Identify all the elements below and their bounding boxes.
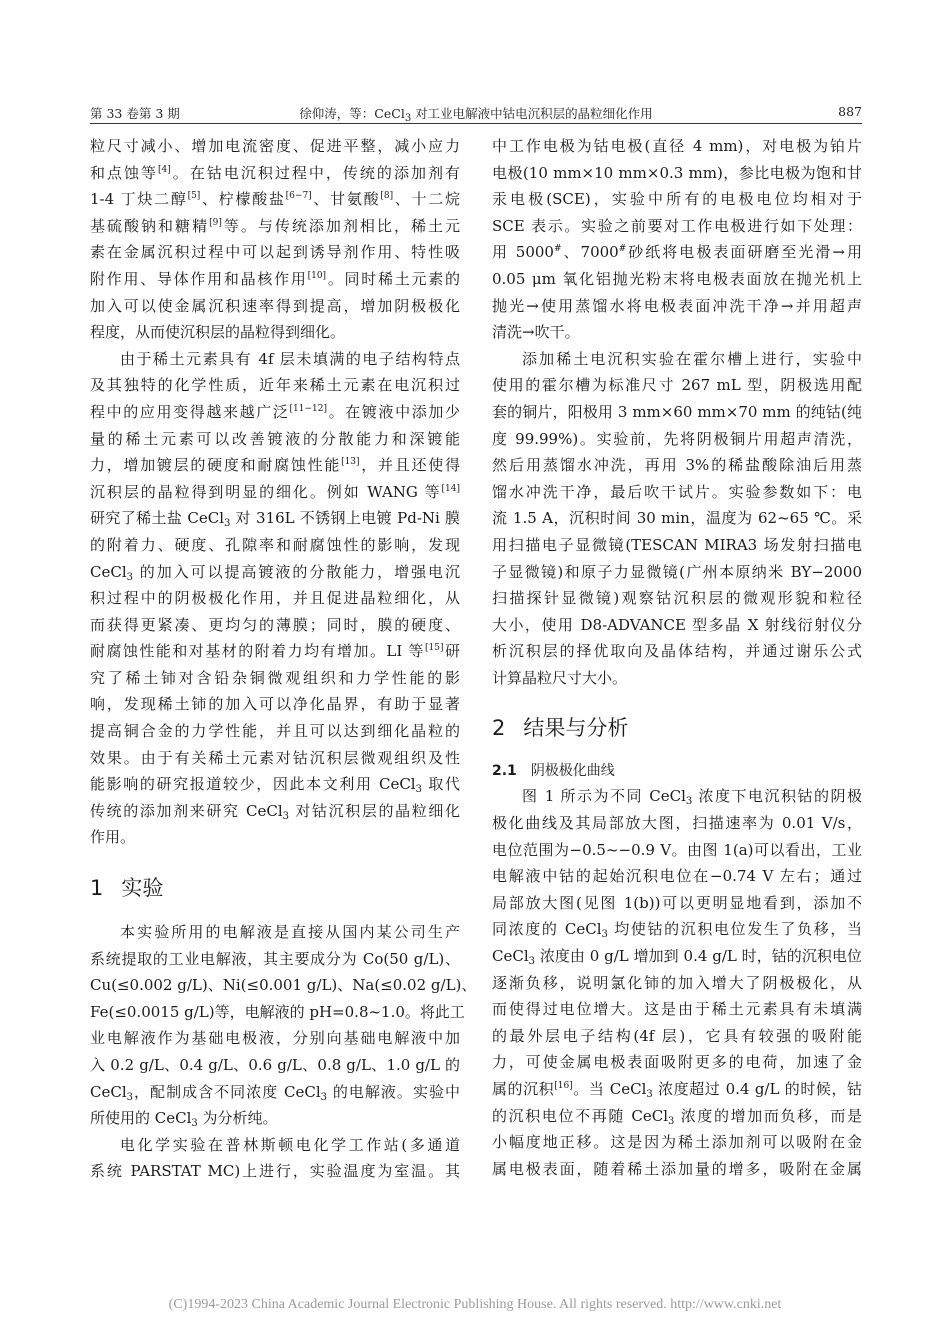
text-line: 而获得更紧凑、更均匀的薄膜；同时，膜的硬度、 [90,615,460,634]
text-line: 同浓度的 CeCl$_3$ 均使钴的沉积电位发生了负移，当 [492,920,862,941]
text-line: 套的铜片，阳极用 3 mm×60 mm×70 mm 的纯钴(纯 [492,402,862,421]
text-line: 耐腐蚀性能和对基材的附着力均有增加。LI 等[15]研 [90,642,460,661]
subsection-2-1-number: 2.1 [492,763,517,780]
text-line: 度 99.99%)。实验前，先将阴极铜片用超声清洗， [492,429,862,448]
text-line: 属的沉积[16]。当 CeCl$_3$ 浓度超过 0.4 g/L 的时候，钴 [492,1080,862,1100]
text-line: 属电极表面，随着稀土添加量的增多，吸附在金属 [492,1159,862,1178]
text-line: 系统 PARSTAT MC)上进行，实验温度为室温。其 [90,1162,460,1181]
text-line: 传统的添加剂来研究 CeCl$_3$ 对钴沉积层的晶粒细化 [90,801,460,822]
text-line: 入 0.2 g/L、0.4 g/L、0.6 g/L、0.8 g/L、1.0 g/L 的 [90,1056,460,1074]
text-line: 本实验所用的电解液是直接从国内某公司生产 [120,923,460,942]
copyright-footer: (C)1994-2023 China Academic Journal Electronic Publishing House. All rights reserved. http://www.cnki.net [168,1297,782,1312]
text-line: 清洗→吹干。 [492,323,580,342]
text-line: 附作用、导体作用和晶核作用[10]。同时稀土元素的 [90,269,460,288]
section-1-heading [90,873,460,903]
right-column [492,133,862,1182]
text-line: 究了稀土铈对含铅杂铜微观组织和力学性能的影 [90,668,460,687]
text-line: 电极(10 mm×10 mm×0.3 mm)，参比电极为饱和甘 [492,163,862,182]
text-line: CeCl$_3$，配制成含不同浓度 CeCl$_3$ 的电解液。实验中 [90,1082,460,1103]
text-line: 扫描探针显微镜)观察钴沉积层的微观形貌和粒径 [492,589,862,608]
text-line: 用 5000#、7000#砂纸将电极表面研磨至光滑→用 [492,243,862,262]
text-line: 的最外层电子结构(4f 层)，它具有较强的吸附能 [492,1026,862,1045]
text-line: 极化曲线及其局部放大图，扫描速率为 0.01 V/s， [492,814,862,833]
text-line: 计算晶粒尺寸大小。 [492,668,628,687]
text-line: 电解液中钴的起始沉积电位在−0.74 V 左右；通过 [492,867,862,886]
text-line: Fe(≤0.0015 g/L)等，电解液的 pH=0.8~1.0。将此工 [90,1002,465,1021]
section-2-heading [492,713,862,743]
volume-issue: 第 33 卷第 3 期 [90,106,180,121]
text-line: 响，发现稀土铈的加入可以净化晶界，有助于显著 [90,695,460,714]
text-line: 作用。 [90,828,136,847]
text-line: 用扫描电子显微镜(TESCAN MIRA3 场发射扫描电 [492,535,862,554]
text-line: 大小，使用 D8-ADVANCE 型多晶 X 射线衍射仪分 [492,615,862,634]
text-line: 量的稀土元素可以改善镀液的分散能力和深镀能 [90,429,460,448]
text-line: 能影响的研究报道较少，因此本文利用 CeCl$_3$ 取代 [90,775,460,796]
text-line: 子显微镜)和原子力显微镜(广州本原纳米 BY−2000 [492,562,862,581]
text-line: 积过程中的阴极极化作用，并且促进晶粒细化，从 [90,589,460,608]
left-paragraph-4 [90,1132,460,1185]
section-1-title: 实验 [121,876,164,901]
running-head [90,104,862,124]
subsection-2-1-title: 阴极极化曲线 [530,763,615,780]
text-line: SCE 表示。实验之前要对工作电极进行如下处理： [492,216,862,235]
text-line: 使用的霍尔槽为标准尺寸 267 mL 型，阴极选用配 [492,376,862,395]
text-line: 图 1 所示为不同 CeCl$_3$ 浓度下电沉积钴的阴极 [522,787,862,808]
text-line: 1-4 丁炔二醇[5]、柠檬酸盐[6−7]、甘氨酸[8]、十二烷 [90,190,460,209]
text-line: 汞电极(SCE)，实验中所有的电极电位均相对于 [492,190,862,209]
text-line: 析沉积层的择优取向及晶体结构，并通过谢乐公式 [492,642,862,661]
left-paragraph-3 [90,919,477,1132]
section-2-title: 结果与分析 [523,716,629,741]
text-line: 抛光→使用蒸馏水将电极表面冲洗干净→并用超声 [492,296,862,315]
text-line: 效果。由于有关稀土元素对钴沉积层微观组织及性 [90,748,460,767]
left-paragraph-2 [90,346,460,851]
right-paragraph-1 [492,133,862,346]
text-line: 所使用的 CeCl$_3$ 为分析纯。 [90,1109,278,1130]
text-line: 局部放大图(见图 1(b))可以更明显地看到，添加不 [492,893,862,912]
right-paragraph-2 [492,346,862,692]
text-line: 素在金属沉积过程中可以起到诱导剂作用、特性吸 [90,243,460,262]
left-column [90,133,477,1185]
subsection-2-1-heading [492,759,862,783]
left-paragraph-1 [90,133,460,346]
text-line: 0.05 μm 氧化铝抛光粉末将电极表面放在抛光机上 [492,269,862,288]
text-line: 的附着力、硬度、孔隙率和耐腐蚀性的影响，发现 [90,535,460,554]
text-line: 提高铜合金的力学性能，并且可以达到细化晶粒的 [90,722,460,741]
right-paragraph-3 [492,783,862,1182]
text-line: 然后用蒸馏水冲洗，再用 3%的稀盐酸除油后用蒸 [492,456,862,475]
text-line: CeCl$_3$ 的加入可以提高镀液的分散能力，增强电沉 [90,562,460,583]
text-line: Cu(≤0.002 g/L)、Ni(≤0.001 g/L)、Na(≤0.02 g/L)、 [90,976,477,995]
text-line: 的沉积电位不再随 CeCl$_3$ 浓度的增加而负移，而是 [492,1106,862,1127]
page-number: 887 [838,104,862,119]
text-line: 和点蚀等[4]。在钴电沉积过程中，传统的添加剂有 [90,163,460,182]
text-line: 研究了稀土盐 CeCl$_3$ 对 316L 不锈钢上电镀 Pd-Ni 膜 [90,509,460,530]
text-line: 中工作电极为钴电极(直径 4 mm)，对电极为铂片 [492,137,862,155]
text-line: 力，可使金属电极表面吸附更多的电荷，加速了金 [492,1053,862,1072]
article-running-title: 徐仰涛，等：CeCl$_3$ 对工业电解液中钴电沉积层的晶粒细化作用 [299,106,653,124]
text-line: 流 1.5 A，沉积时间 30 min，温度为 62~65 ℃。采 [492,509,862,528]
text-line: 馏水冲洗干净，最后吹干试片。实验参数如下：电 [492,482,862,501]
text-line: 由于稀土元素具有 4f 层未填满的电子结构特点 [120,349,460,368]
text-line: 系统提取的工业电解液，其主要成分为 Co(50 g/L)、 [90,949,460,968]
text-line: 沉积层的晶粒得到明显的细化。例如 WANG 等[14] [90,482,460,501]
text-line: 粒尺寸减小、增加电流密度、促进平整，减小应力 [90,137,460,155]
text-line: 业电解液作为基础电极液，分别向基础电解液中加 [90,1029,460,1048]
header-rule [90,123,862,124]
text-line: 电位范围为−0.5~−0.9 V。由图 1(a)可以看出，工业 [492,840,862,859]
text-line: 及其独特的化学性质，近年来稀土元素在电沉积过 [90,376,460,395]
text-line: 力，增加镀层的硬度和耐腐蚀性能[13]，并且还使得 [90,456,460,475]
text-line: 而使得过电位增大。这是由于稀土元素具有未填满 [492,1000,862,1019]
text-line: 程中的应用变得越来越广泛[11−12]。在镀液中添加少 [90,402,460,421]
section-2-number: 2 [492,716,506,741]
section-1-number: 1 [90,876,104,901]
text-line: 基硫酸钠和糖精[9]等。与传统添加剂相比，稀土元 [90,216,460,235]
text-line: 程度，从而使沉积层的晶粒得到细化。 [90,323,346,342]
text-line: 电化学实验在普林斯顿电化学工作站(多通道 [120,1135,460,1154]
text-line: 小幅度地正移。这是因为稀土添加剂可以吸附在金 [492,1133,862,1152]
text-line: 加入可以使金属沉积速率得到提高，增加阴极极化 [90,296,460,315]
text-line: CeCl$_3$ 浓度由 0 g/L 增加到 0.4 g/L 时，钴的沉积电位 [492,947,862,968]
text-line: 逐渐负移，说明氯化铈的加入增大了阴极极化，从 [492,973,862,992]
text-line: 添加稀土电沉积实验在霍尔槽上进行，实验中 [522,349,862,368]
